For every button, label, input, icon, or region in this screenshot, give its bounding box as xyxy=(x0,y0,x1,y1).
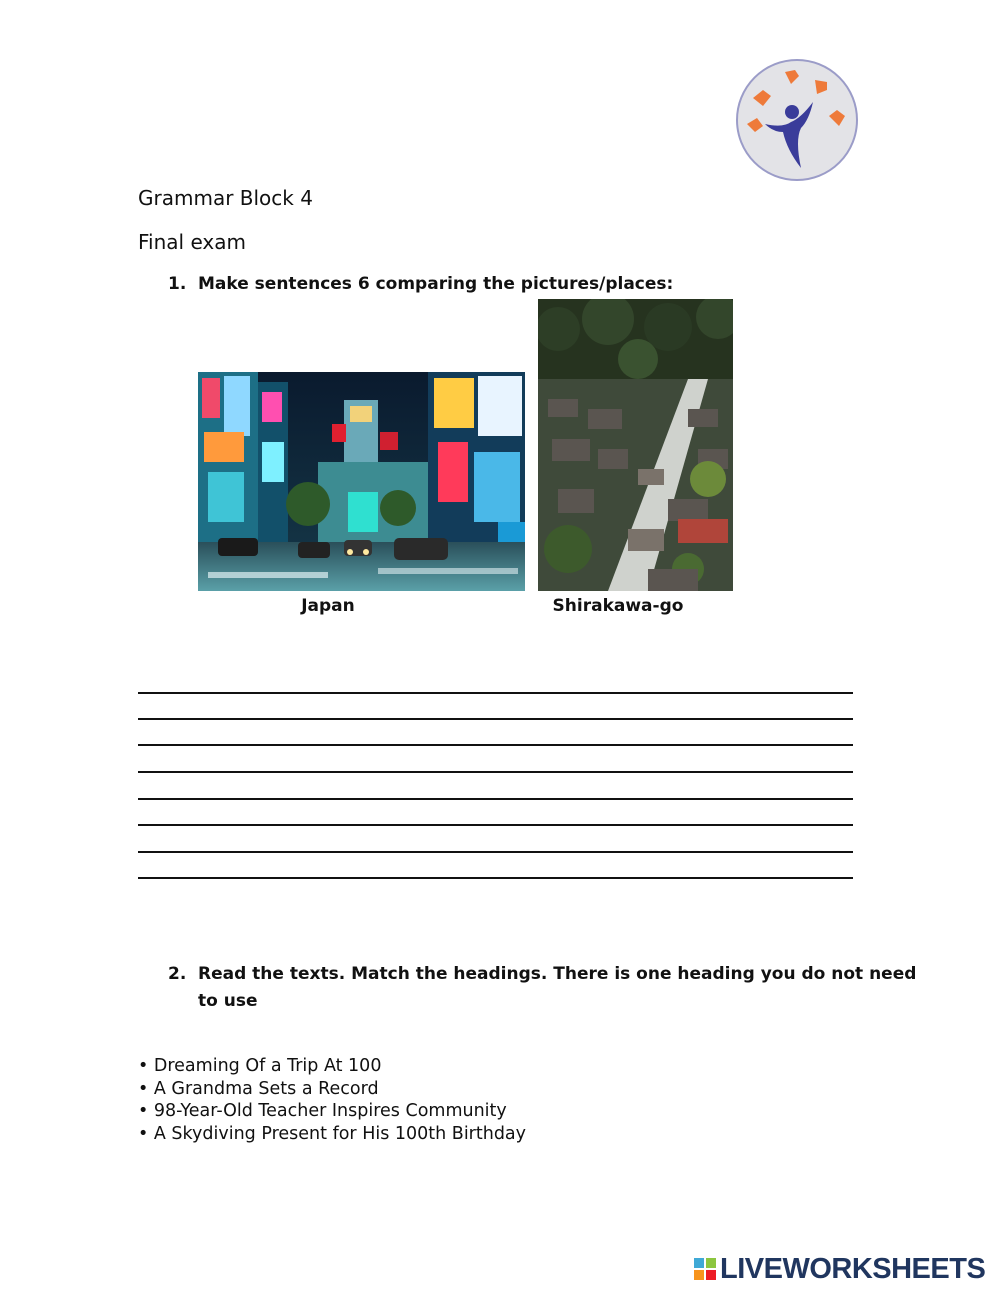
question-2-text-line1: Read the texts. Match the headings. There is one heading you do not need xyxy=(198,964,917,984)
liveworksheets-wordmark: LIVEWORKSHEETS xyxy=(720,1253,986,1285)
heading-option: • A Skydiving Present for His 100th Birthday xyxy=(138,1124,527,1144)
caption-japan: Japan xyxy=(301,596,355,616)
heading-option: • 98-Year-Old Teacher Inspires Community xyxy=(138,1101,507,1121)
answer-line[interactable] xyxy=(138,718,853,720)
worksheet-title: Grammar Block 4 xyxy=(138,186,313,210)
answer-line[interactable] xyxy=(138,744,853,746)
answer-line[interactable] xyxy=(138,824,853,826)
answer-line[interactable] xyxy=(138,692,853,694)
japan-city-photo xyxy=(198,372,525,591)
shirakawa-go-photo xyxy=(538,299,733,591)
question-2-number: 2. xyxy=(168,964,187,984)
answer-line[interactable] xyxy=(138,851,853,853)
answer-line[interactable] xyxy=(138,798,853,800)
liveworksheets-brand xyxy=(690,1252,990,1286)
question-1-number: 1. xyxy=(168,274,187,294)
liveworksheets-logo-icon xyxy=(694,1258,716,1280)
worksheet-subtitle: Final exam xyxy=(138,230,246,254)
question-2 xyxy=(168,964,917,1024)
answer-line[interactable] xyxy=(138,877,853,879)
answer-line[interactable] xyxy=(138,771,853,773)
caption-shirakawa-go: Shirakawa-go xyxy=(552,596,684,616)
school-logo xyxy=(735,58,859,182)
question-2-text-line2: to use xyxy=(198,991,258,1011)
question-1-text: Make sentences 6 comparing the pictures/places: xyxy=(198,274,674,294)
heading-option: • Dreaming Of a Trip At 100 xyxy=(138,1056,382,1076)
heading-option: • A Grandma Sets a Record xyxy=(138,1079,379,1099)
